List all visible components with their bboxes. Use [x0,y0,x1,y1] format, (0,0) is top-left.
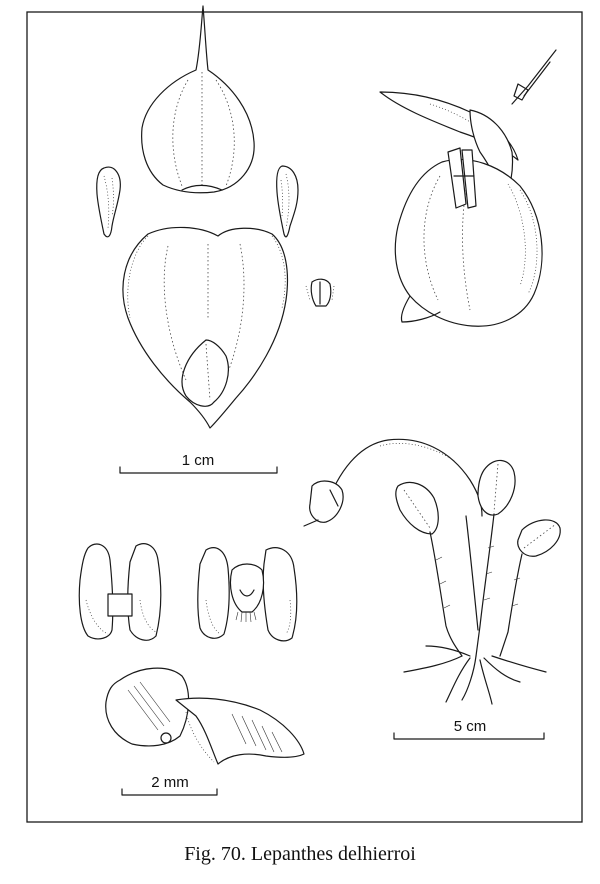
scale-bar-2mm [122,774,217,795]
column-views [79,544,297,641]
scale-label-5cm: 5 cm [453,718,487,735]
column-anther-cap [161,733,171,743]
petal-left [97,167,121,237]
scale-bar-1cm [120,452,277,473]
scale-label-1cm: 1 cm [181,452,215,469]
lateral-sepals [123,227,288,428]
plant-habit [304,439,560,704]
petal-right [277,166,298,237]
flower-side-view [380,50,556,326]
dorsal-sepal [142,6,255,193]
scale-bar-5cm [394,718,544,739]
figure-caption: Fig. 70. Lepanthes delhierroi [184,843,416,865]
scale-label-2mm: 2 mm [151,774,189,791]
column-side-view [106,668,304,764]
lip-detail-small [306,279,334,306]
